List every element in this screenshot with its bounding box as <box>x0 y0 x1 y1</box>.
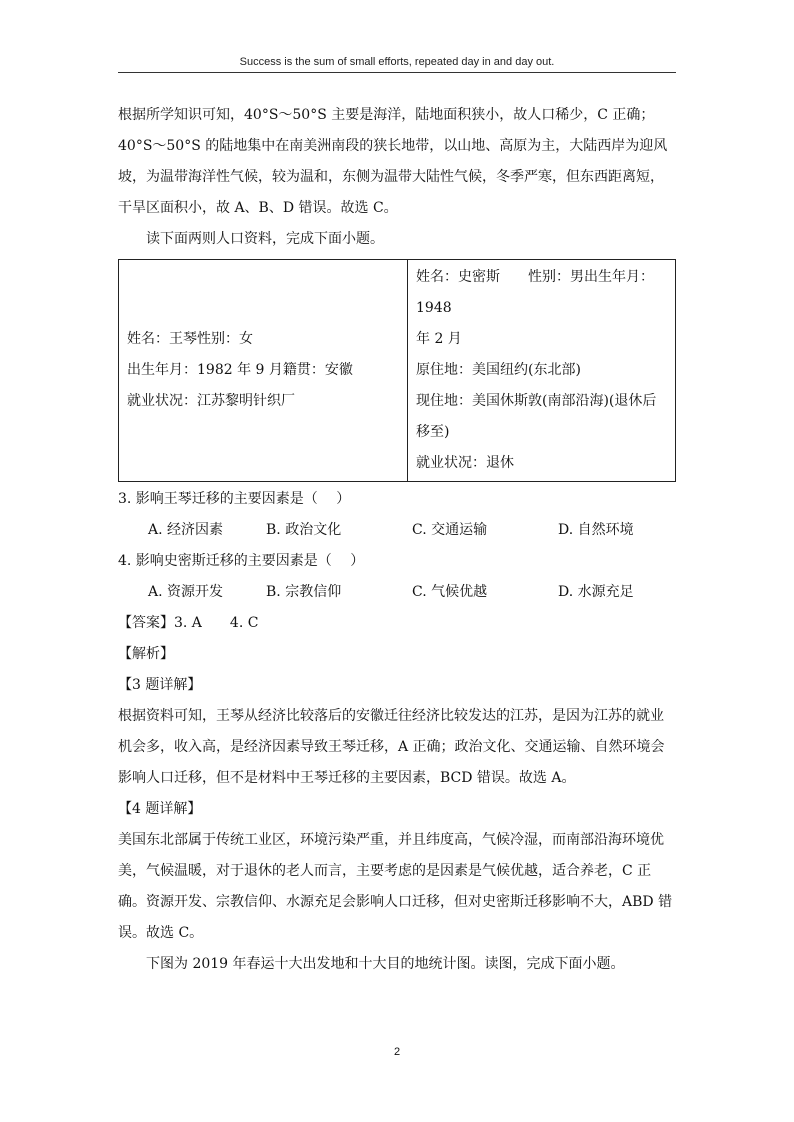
smith-info-line: 原住地：美国纽约(东北部) <box>416 362 581 378</box>
q4-detail-line: 确。资源开发、宗教信仰、水源充足会影响人口迁移，但对史密斯迁移影响不大，ABD 错 <box>118 894 673 910</box>
wangqin-info-cell <box>119 260 408 482</box>
answer-line: 【答案】3. A 4. C <box>118 615 259 631</box>
smith-info-cell <box>408 260 676 482</box>
smith-info-line: 就业状况：退休 <box>416 455 514 471</box>
population-info-table <box>118 259 676 482</box>
question-4-stem: 4. 影响史密斯迁移的主要因素是（ ） <box>118 553 365 569</box>
option-b: B. 宗教信仰 <box>266 584 342 600</box>
intro-line: 坡，为温带海洋性气候，较为温和，东侧为温带大陆性气候，冬季严寒，但东西距离短， <box>118 169 664 185</box>
q4-detail-title: 【4 题详解】 <box>118 801 202 817</box>
document-body <box>118 100 678 980</box>
page-header-motto: Success is the sum of small efforts, repeated day in and day out. <box>239 56 555 68</box>
smith-info-line: 现住地：美国休斯敦(南部沿海)(退休后移至) <box>416 393 657 440</box>
reading-prompt: 读下面两则人口资料，完成下面小题。 <box>146 231 384 247</box>
smith-info-line: 姓名：史密斯 性别：男出生年月：1948 <box>416 269 654 316</box>
option-c: C. 气候优越 <box>412 584 488 600</box>
option-d: D. 水源充足 <box>558 584 634 600</box>
analysis-label: 【解析】 <box>118 646 174 662</box>
q4-detail-line: 美，气候温暖，对于退休的老人而言，主要考虑的是因素是气候优越，适合养老，C 正 <box>118 863 652 879</box>
q4-detail-line: 美国东北部属于传统工业区，环境污染严重，并且纬度高，气候冷湿，而南部沿海环境优 <box>118 832 664 848</box>
wangqin-info-line: 出生年月：1982 年 9 月籍贯：安徽 <box>127 362 353 378</box>
next-prompt: 下图为 2019 年春运十大出发地和十大目的地统计图。读图，完成下面小题。 <box>146 956 625 972</box>
intro-line: 根据所学知识可知，40°S～50°S 主要是海洋，陆地面积狭小，故人口稀少，C 正确； <box>118 107 655 123</box>
option-c: C. 交通运输 <box>412 522 488 538</box>
q4-detail-line: 误。故选 C。 <box>118 925 204 941</box>
q3-detail-title: 【3 题详解】 <box>118 677 202 693</box>
smith-info-line: 年 2 月 <box>416 331 462 347</box>
option-d: D. 自然环境 <box>558 522 634 538</box>
wangqin-info-line: 姓名：王琴性别：女 <box>127 331 253 347</box>
q3-detail-line: 影响人口迁移，但不是材料中王琴迁移的主要因素，BCD 错误。故选 A。 <box>118 770 576 786</box>
q3-detail-line: 根据资料可知，王琴从经济比较落后的安徽迁往经济比较发达的江苏，是因为江苏的就业 <box>118 708 664 724</box>
page-number: 2 <box>393 1046 401 1058</box>
header-rule <box>118 72 676 73</box>
question-4-options <box>118 577 678 608</box>
q3-detail-line: 机会多，收入高，是经济因素导致王琴迁移，A 正确；政治文化、交通运输、自然环境会 <box>118 739 665 755</box>
intro-line: 干旱区面积小，故 A、B、D 错误。故选 C。 <box>118 200 398 216</box>
question-3-stem: 3. 影响王琴迁移的主要因素是（ ） <box>118 491 351 507</box>
option-a: A. 经济因素 <box>148 522 224 538</box>
question-3-options <box>118 515 678 546</box>
intro-line: 40°S～50°S 的陆地集中在南美洲南段的狭长地带，以山地、高原为主，大陆西岸为迎风 <box>118 138 668 154</box>
wangqin-info-line: 就业状况：江苏黎明针织厂 <box>127 393 295 409</box>
option-b: B. 政治文化 <box>266 522 342 538</box>
option-a: A. 资源开发 <box>148 584 224 600</box>
